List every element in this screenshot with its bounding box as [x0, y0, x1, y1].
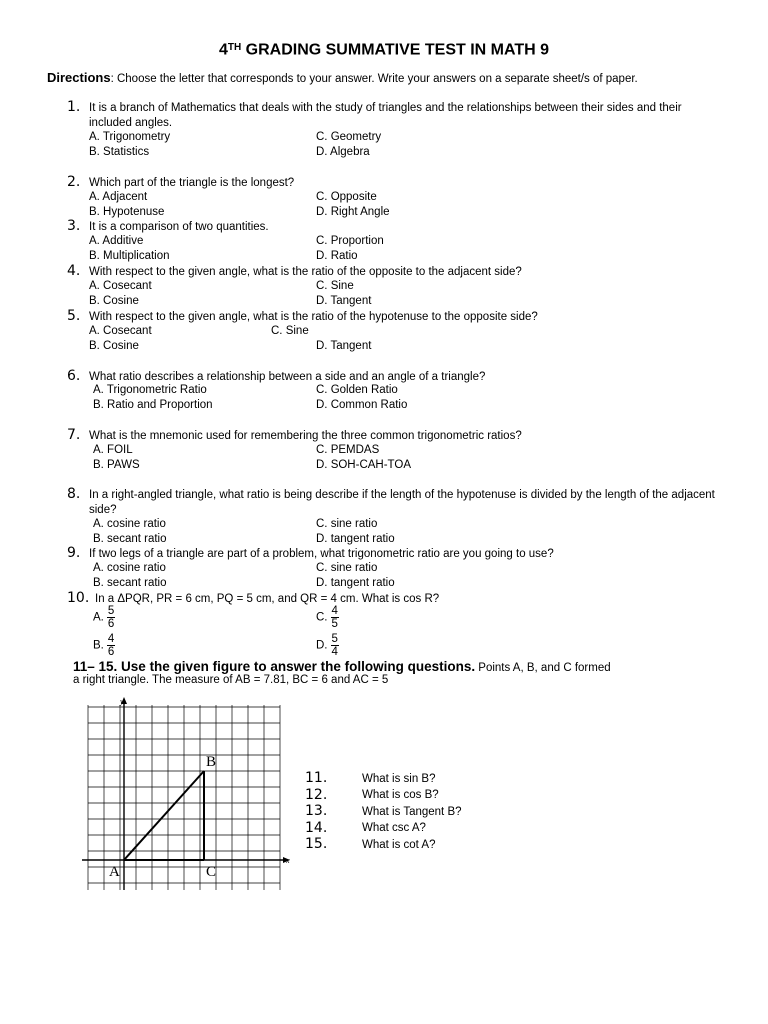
question-text: With respect to the given angle, what is the ratio of the hypotenuse to the opposite side? [89, 311, 538, 323]
fraction-c: $\frac{4}{5}$ [331, 605, 338, 630]
label-y: y [120, 697, 124, 706]
label-a: A [109, 864, 120, 880]
fig-question-number: 12. [305, 787, 328, 803]
option-b: B. Statistics [89, 146, 150, 158]
question-number: 7. [67, 427, 81, 443]
fraction-b: $\frac{4}{6}$ [107, 633, 115, 658]
question-number: 6. [67, 368, 81, 384]
fig-question-text: What is sin B? [362, 773, 436, 785]
fig-question-number: 15. [305, 836, 328, 852]
directions [47, 70, 638, 85]
fig-question-number: 13. [305, 803, 328, 819]
option-a: A. $\frac{5}{6}$ [93, 605, 115, 630]
label-b: B [206, 754, 217, 770]
question-text: It is a comparison of two quantities. [89, 221, 269, 233]
option-a: A. Trigonometric Ratio [93, 384, 207, 396]
question-number: 9. [67, 545, 81, 561]
option-c: C. Geometry [316, 131, 382, 143]
page-title: 4TH GRADING SUMMATIVE TEST IN MATH 9 [218, 41, 550, 59]
question-text: If two legs of a triangle are part of a problem, what trigonometric ratio are you going to use? [89, 548, 554, 560]
axes [82, 697, 290, 890]
grid [88, 705, 280, 890]
section-header: 11– 15. Use the given figure to answer the following questions. Points A, B, and C formed a right triangle. The measure of AB = 7.81, BC = 6 and AC = 5 [73, 659, 611, 686]
fig-question-text: What is cot A? [362, 839, 436, 851]
option-c: C. PEMDAS [316, 444, 380, 456]
fraction-d: $\frac{5}{4}$ [331, 633, 338, 658]
option-d: D. Tangent [316, 340, 372, 352]
question-text: What is the mnemonic used for remembering the three common trigonometric ratios? [89, 430, 522, 442]
option-c: C. Sine [271, 325, 309, 337]
directions-label: Directions [47, 70, 111, 85]
option-b: B. Cosine [89, 295, 139, 307]
option-b: B. Ratio and Proportion [93, 399, 213, 411]
option-a: A. Additive [89, 235, 144, 247]
fig-question-number: 14. [305, 820, 328, 836]
question-number: 4. [67, 263, 81, 279]
fig-question-text: What is cos B? [362, 789, 439, 801]
option-b: B. secant ratio [93, 533, 167, 545]
option-d: D. Ratio [316, 250, 358, 262]
question-number: 8. [67, 486, 81, 502]
option-d: D. tangent ratio [316, 533, 395, 545]
option-a: A. Trigonometry [89, 131, 171, 143]
option-a: A. cosine ratio [93, 518, 166, 530]
option-b: B. secant ratio [93, 577, 167, 589]
option-c: C. Golden Ratio [316, 384, 398, 396]
label-c: C [206, 864, 217, 880]
question-text: In a ΔPQR, PR = 6 cm, PQ = 5 cm, and QR = 4 cm. What is cos R? [95, 593, 440, 605]
question-number: 2. [67, 174, 81, 190]
question-number: 5. [67, 308, 81, 324]
option-c: C. Opposite [316, 191, 377, 203]
option-b: B. $\frac{4}{6}$ [93, 633, 115, 658]
fig-question-number: 11. [305, 770, 328, 786]
option-c: C. sine ratio [316, 562, 378, 574]
option-b: B. Hypotenuse [89, 206, 165, 218]
question-number: 1. [67, 99, 81, 115]
option-d: D. Common Ratio [316, 399, 408, 411]
option-a: A. Cosecant [89, 325, 152, 337]
fig-question-text: What csc A? [362, 822, 426, 834]
question-text: In a right-angled triangle, what ratio is being describe if the length of the hypotenuse is divided by the length of the adjacent side? [89, 489, 715, 516]
directions-text: : Choose the letter that corresponds to your answer. Write your answers on a separate sheet/s of paper. [110, 73, 638, 85]
question-text: It is a branch of Mathematics that deals with the study of triangles and the relationships between their sides and their included angles. [89, 102, 682, 129]
option-b: B. Multiplication [89, 250, 170, 262]
option-b: B. PAWS [93, 459, 140, 471]
option-d: D. Tangent [316, 295, 372, 307]
option-c: C. Proportion [316, 235, 384, 247]
option-d: D. SOH-CAH-TOA [316, 459, 411, 471]
option-d: D. $\frac{5}{4}$ [316, 633, 338, 658]
option-a: A. Adjacent [89, 191, 148, 203]
fig-question-text: What is Tangent B? [362, 806, 462, 818]
question-text: Which part of the triangle is the longest? [89, 177, 295, 189]
question-text: What ratio describes a relationship between a side and an angle of a triangle? [89, 371, 486, 383]
label-x: x [286, 856, 290, 865]
fraction-a: $\frac{5}{6}$ [107, 605, 115, 630]
option-a: A. cosine ratio [93, 562, 166, 574]
option-c: C. Sine [316, 280, 354, 292]
option-b: B. Cosine [89, 340, 139, 352]
option-d: D. tangent ratio [316, 577, 395, 589]
question-number: 3. [67, 218, 81, 234]
triangle-figure [82, 695, 297, 900]
option-d: D. Algebra [316, 146, 370, 158]
option-c: C. $\frac{4}{5}$ [316, 605, 338, 630]
option-a: A. FOIL [93, 444, 133, 456]
option-d: D. Right Angle [316, 206, 390, 218]
option-a: A. Cosecant [89, 280, 152, 292]
option-c: C. sine ratio [316, 518, 378, 530]
question-text: With respect to the given angle, what is the ratio of the opposite to the adjacent side? [89, 266, 522, 278]
question-number: 10. [67, 590, 90, 606]
